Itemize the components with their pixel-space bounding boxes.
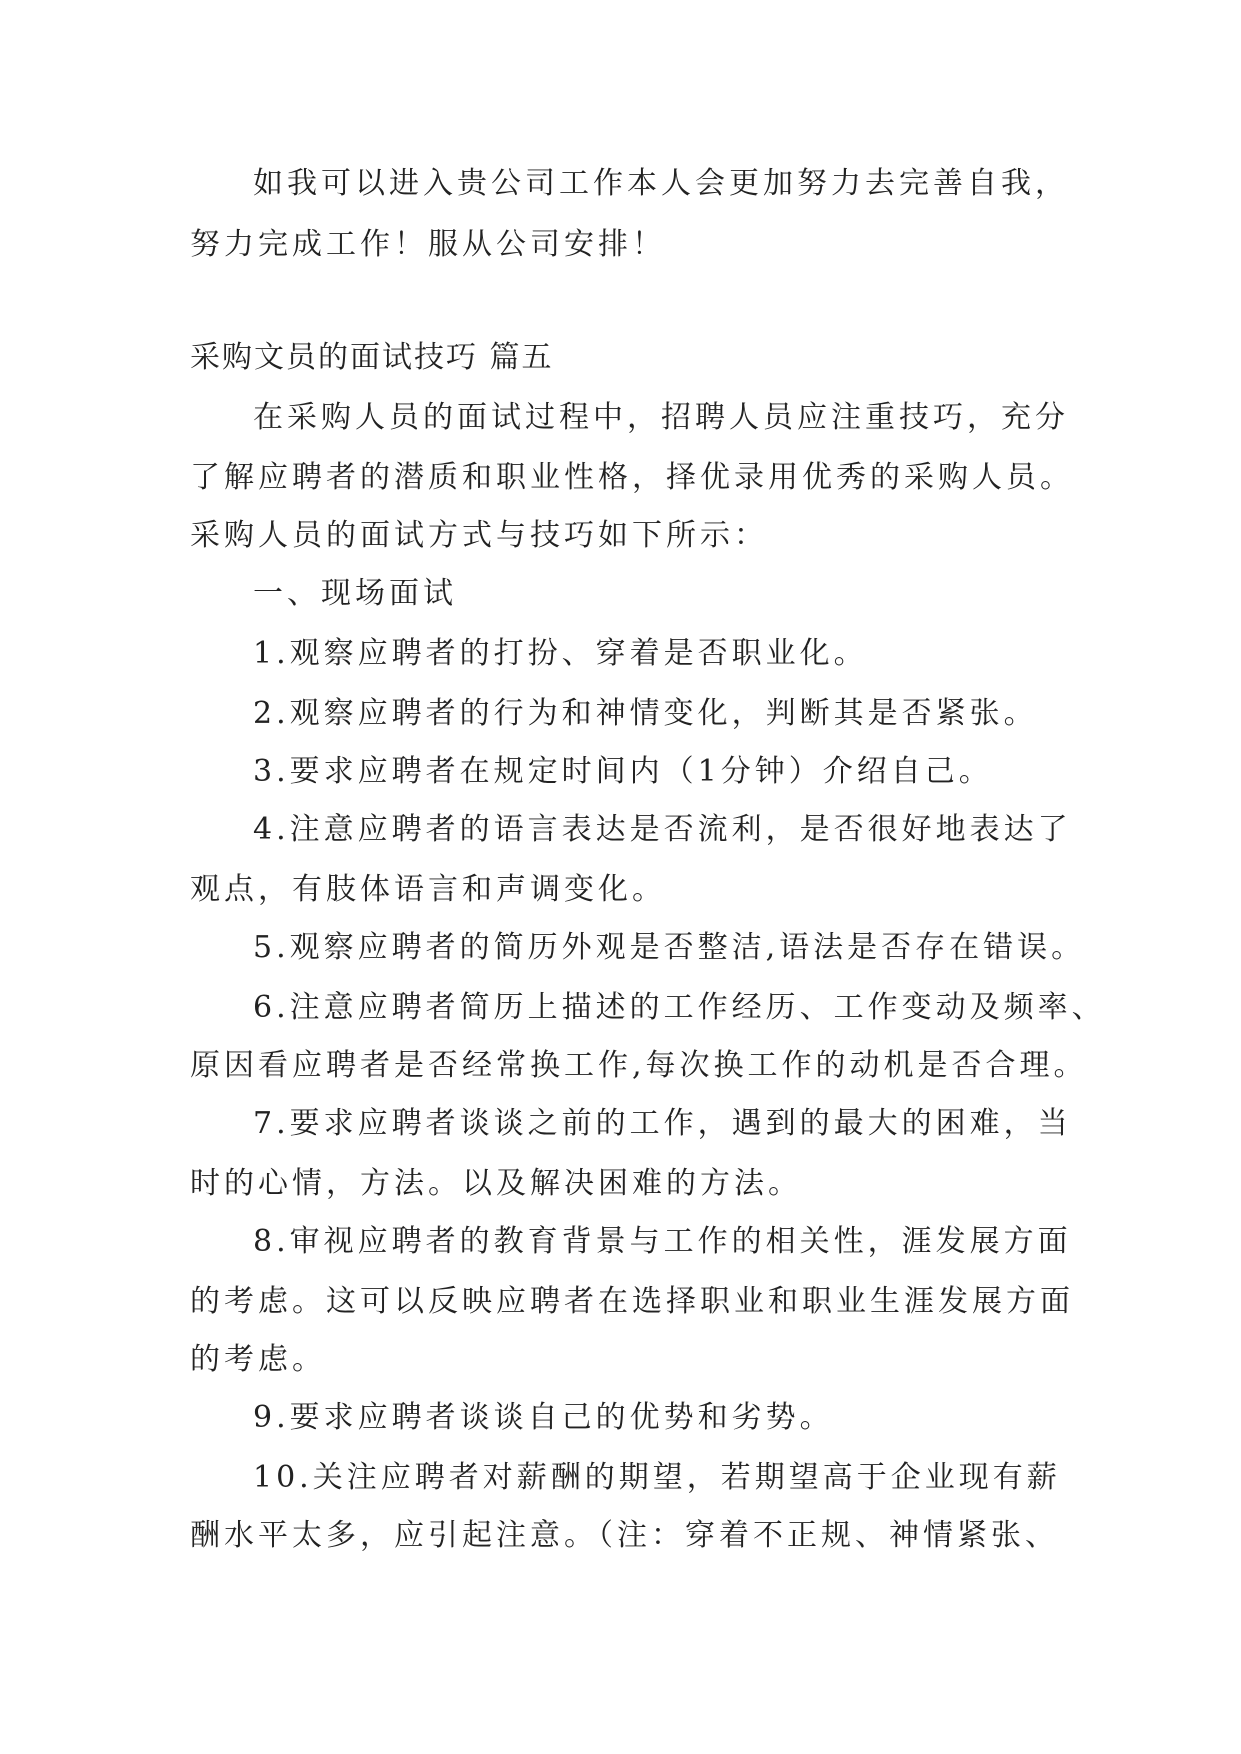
list-item-continuation: 观点，有肢体语言和声调变化。 xyxy=(190,872,666,907)
list-item: 10.关注应聘者对薪酬的期望，若期望高于企业现有薪 xyxy=(253,1460,1061,1495)
paragraph-line: 采购人员的面试方式与技巧如下所示： xyxy=(190,518,768,553)
section-heading: 采购文员的面试技巧 篇五 xyxy=(190,340,554,375)
list-item: 8.审视应聘者的教育背景与工作的相关性，涯发展方面 xyxy=(253,1224,1072,1259)
list-item-continuation: 的考虑。这可以反映应聘者在选择职业和职业生涯发展方面 xyxy=(190,1284,1074,1319)
list-item: 6.注意应聘者简历上描述的工作经历、工作变动及频率、 xyxy=(253,990,1106,1025)
paragraph-line: 如我可以进入贵公司工作本人会更加努力去完善自我， xyxy=(253,166,1069,201)
list-item-continuation: 酬水平太多，应引起注意。（注：穿着不正规、神情紧张、 xyxy=(190,1518,1059,1553)
list-item: 7.要求应聘者谈谈之前的工作，遇到的最大的困难，当 xyxy=(253,1106,1072,1141)
paragraph-line: 努力完成工作！服从公司安排！ xyxy=(190,227,666,262)
paragraph-line: 在采购人员的面试过程中，招聘人员应注重技巧，充分 xyxy=(253,400,1069,435)
list-item-continuation: 的考虑。 xyxy=(190,1342,326,1377)
list-item: 5.观察应聘者的简历外观是否整洁,语法是否存在错误。 xyxy=(253,930,1086,965)
list-item: 9.要求应聘者谈谈自己的优势和劣势。 xyxy=(253,1400,834,1435)
list-item: 1.观察应聘者的打扮、穿着是否职业化。 xyxy=(253,636,868,671)
list-item-continuation: 时的心情，方法。以及解决困难的方法。 xyxy=(190,1166,802,1201)
subsection-heading: 一、现场面试 xyxy=(253,576,457,611)
list-item-continuation: 原因看应聘者是否经常换工作,每次换工作的动机是否合理。 xyxy=(190,1048,1088,1083)
list-item: 3.要求应聘者在规定时间内（1分钟）介绍自己。 xyxy=(253,754,993,789)
list-item: 4.注意应聘者的语言表达是否流利，是否很好地表达了 xyxy=(253,812,1072,847)
list-item: 2.观察应聘者的行为和神情变化，判断其是否紧张。 xyxy=(253,696,1038,731)
paragraph-line: 了解应聘者的潜质和职业性格，择优录用优秀的采购人员。 xyxy=(190,460,1074,495)
